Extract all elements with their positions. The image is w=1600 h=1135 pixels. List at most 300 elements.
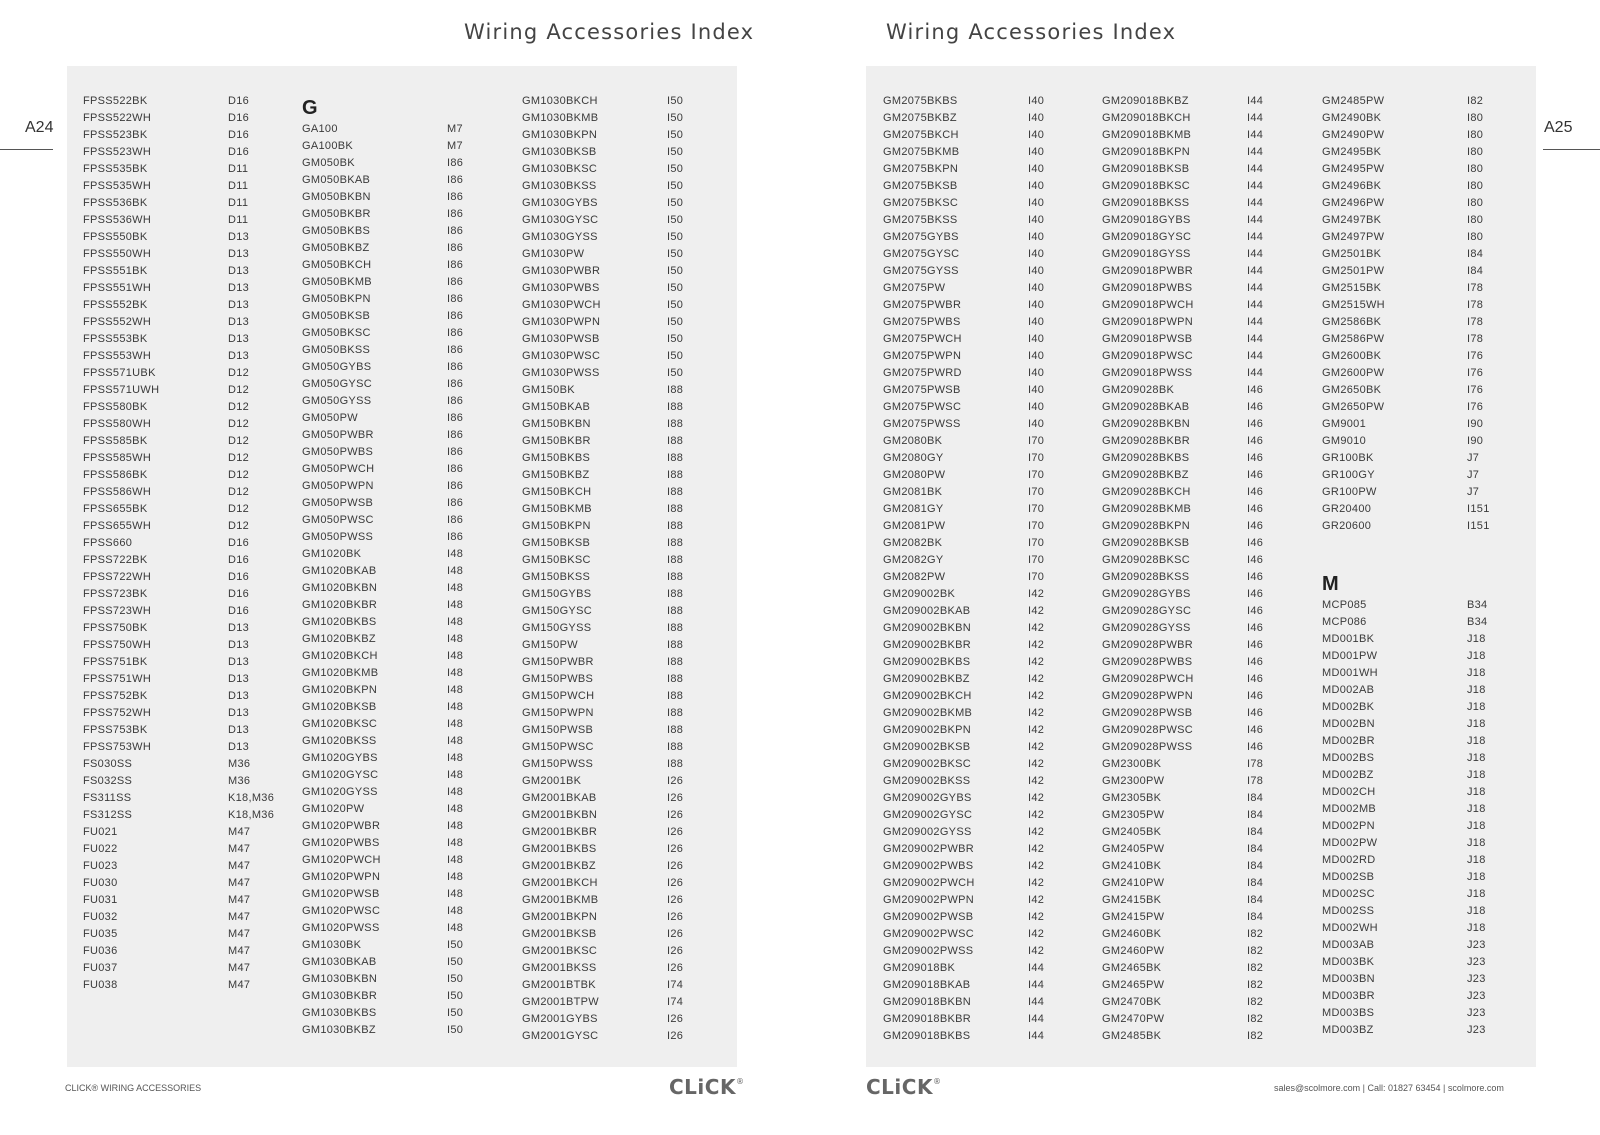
product-code: MD002BS	[1322, 752, 1375, 764]
product-code: GM209018PWSB	[1102, 333, 1193, 345]
index-entry	[1102, 246, 1302, 263]
product-code: GM209028BKBS	[1102, 452, 1190, 464]
page-reference: I78	[1247, 775, 1264, 787]
product-code: GM209028PWBR	[1102, 639, 1194, 651]
index-entry	[302, 767, 502, 784]
product-code: MD002MB	[1322, 803, 1377, 815]
page-reference: I42	[1028, 877, 1045, 889]
product-code: FU023	[83, 860, 118, 872]
product-code: GM2650BK	[1322, 384, 1382, 396]
page-reference: I46	[1247, 503, 1264, 515]
product-code: GR100BK	[1322, 452, 1374, 464]
page-reference: I42	[1028, 639, 1045, 651]
index-entry	[1322, 246, 1522, 263]
product-code: FPSS552WH	[83, 316, 152, 328]
index-entry	[302, 818, 502, 835]
product-code: GM2001GYBS	[522, 1013, 598, 1025]
page-reference: I80	[1467, 231, 1484, 243]
page-reference: I44	[1247, 282, 1264, 294]
page-reference: I26	[667, 809, 684, 821]
right-page-number-rule	[1543, 149, 1600, 150]
index-entry	[83, 416, 283, 433]
index-entry	[1102, 382, 1302, 399]
index-entry	[83, 501, 283, 518]
product-code: GM209002GYSS	[883, 826, 972, 838]
index-entry	[1102, 943, 1302, 960]
product-code: GM1020PWBS	[302, 837, 380, 849]
product-code: GM2001BKMB	[522, 894, 599, 906]
index-entry	[302, 903, 502, 920]
product-code: GM1020BKBR	[302, 599, 378, 611]
page-reference: I86	[447, 242, 464, 254]
page-reference: D11	[228, 180, 249, 192]
index-entry	[1322, 484, 1522, 501]
page-reference: I48	[447, 599, 464, 611]
index-entry	[1322, 314, 1522, 331]
page-reference: J23	[1467, 956, 1486, 968]
index-entry	[1322, 767, 1522, 784]
index-entry	[1102, 450, 1302, 467]
product-code: FPSS585BK	[83, 435, 148, 447]
page-reference: I40	[1028, 248, 1045, 260]
product-code: GM2075BKSC	[883, 197, 959, 209]
product-code: GM050BKCH	[302, 259, 372, 271]
page-reference: I82	[1247, 996, 1264, 1008]
index-entry	[883, 450, 1083, 467]
index-entry	[1322, 801, 1522, 818]
page-reference: I46	[1247, 401, 1264, 413]
index-entry	[883, 756, 1083, 773]
page-reference: I46	[1247, 452, 1264, 464]
page-reference: I48	[447, 684, 464, 696]
product-code: GM1020BKBZ	[302, 633, 376, 645]
product-code: GM1020PWSS	[302, 922, 380, 934]
page-reference: I78	[1467, 333, 1484, 345]
page-reference: I48	[447, 888, 464, 900]
index-entry	[302, 376, 502, 393]
right-page-title: Wiring Accessories Index	[886, 20, 1177, 44]
index-entry	[1102, 705, 1302, 722]
product-code: FPSS753BK	[83, 724, 148, 736]
product-code: GM2470PW	[1102, 1013, 1165, 1025]
product-code: GR100GY	[1322, 469, 1375, 481]
index-entry	[302, 716, 502, 733]
product-code: GM050PWPN	[302, 480, 374, 492]
index-entry	[1102, 161, 1302, 178]
product-code: MD002SS	[1322, 905, 1375, 917]
product-code: GM2001BTPW	[522, 996, 599, 1008]
product-code: GM2410BK	[1102, 860, 1162, 872]
product-code: GM209002GYBS	[883, 792, 972, 804]
product-code: MD002PN	[1322, 820, 1375, 832]
page-reference: I40	[1028, 95, 1045, 107]
product-code: MD003BN	[1322, 973, 1375, 985]
page-reference: I26	[667, 775, 684, 787]
index-entry	[302, 988, 502, 1005]
page-reference: D16	[228, 129, 250, 141]
page-reference: I42	[1028, 860, 1045, 872]
product-code: MD003BS	[1322, 1007, 1375, 1019]
index-entry	[1322, 988, 1522, 1005]
index-entry	[302, 529, 502, 546]
index-entry	[302, 920, 502, 937]
index-entry	[522, 348, 722, 365]
index-entry	[883, 297, 1083, 314]
right-index-column-1	[883, 93, 1083, 1045]
product-code: GM2410PW	[1102, 877, 1165, 889]
product-code: FPSS523WH	[83, 146, 152, 158]
page-reference: I84	[1247, 894, 1264, 906]
page-reference: I42	[1028, 911, 1045, 923]
page-reference: M47	[228, 979, 251, 991]
page-reference: I84	[1247, 877, 1264, 889]
product-code: GM209018BKBZ	[1102, 95, 1189, 107]
page-reference: I48	[447, 633, 464, 645]
product-code: GM1020PWSB	[302, 888, 380, 900]
page-reference: D11	[228, 163, 249, 175]
page-reference: I50	[667, 248, 684, 260]
index-entry	[1322, 416, 1522, 433]
index-entry	[883, 841, 1083, 858]
product-code: FS030SS	[83, 758, 133, 770]
page-reference: I86	[447, 463, 464, 475]
product-code: GM209028GYBS	[1102, 588, 1191, 600]
product-code: FPSS571UBK	[83, 367, 156, 379]
index-entry	[83, 127, 283, 144]
page-reference: I70	[1028, 503, 1045, 515]
index-entry	[1102, 807, 1302, 824]
index-entry	[883, 909, 1083, 926]
page-reference: I82	[1247, 962, 1264, 974]
page-reference: I50	[667, 333, 684, 345]
page-reference: I44	[1247, 180, 1264, 192]
product-code: GM2496PW	[1322, 197, 1385, 209]
product-code: GM1030PWSS	[522, 367, 600, 379]
page-reference: I42	[1028, 741, 1045, 753]
product-code: GM050PWCH	[302, 463, 375, 475]
page-reference: I50	[667, 214, 684, 226]
index-entry	[302, 189, 502, 206]
page-reference: D13	[228, 265, 250, 277]
product-code: FPSS585WH	[83, 452, 152, 464]
index-entry	[883, 722, 1083, 739]
product-code: GM209028GYSC	[1102, 605, 1192, 617]
page-reference: D13	[228, 622, 250, 634]
product-code: FPSS586BK	[83, 469, 148, 481]
product-code: FU031	[83, 894, 118, 906]
index-entry	[302, 308, 502, 325]
index-entry	[1322, 920, 1522, 937]
page-reference: J18	[1467, 667, 1486, 679]
product-code: GM150BKCH	[522, 486, 592, 498]
page-reference: I82	[1247, 1030, 1264, 1042]
index-entry	[522, 858, 722, 875]
index-entry	[883, 348, 1083, 365]
index-entry	[1102, 195, 1302, 212]
index-entry	[522, 246, 722, 263]
index-entry	[1102, 773, 1302, 790]
product-code: GM209018BK	[883, 962, 956, 974]
product-code: GM2075BKBS	[883, 95, 958, 107]
index-entry	[883, 926, 1083, 943]
index-entry	[522, 603, 722, 620]
page-reference: I40	[1028, 214, 1045, 226]
page-reference: I86	[447, 361, 464, 373]
index-entry	[83, 841, 283, 858]
index-entry	[302, 257, 502, 274]
index-entry	[522, 195, 722, 212]
index-entry	[522, 960, 722, 977]
page-reference: I42	[1028, 792, 1045, 804]
product-code: GM2485BK	[1102, 1030, 1162, 1042]
index-entry	[302, 937, 502, 954]
product-code: GM2075PWSC	[883, 401, 962, 413]
product-code: GM2501BK	[1322, 248, 1382, 260]
page-reference: I26	[667, 1030, 684, 1042]
index-entry	[1102, 756, 1302, 773]
index-entry	[1322, 835, 1522, 852]
page-reference: I46	[1247, 707, 1264, 719]
product-code: FU036	[83, 945, 118, 957]
page-reference: I50	[447, 1024, 464, 1036]
product-code: GM2080BK	[883, 435, 943, 447]
product-code: GM209018BKBS	[883, 1030, 971, 1042]
index-entry	[522, 399, 722, 416]
index-entry	[883, 892, 1083, 909]
index-entry	[83, 739, 283, 756]
index-entry	[302, 546, 502, 563]
page-reference: I70	[1028, 435, 1045, 447]
product-code: GM209018BKPN	[1102, 146, 1190, 158]
product-code: FPSS553WH	[83, 350, 152, 362]
page-reference: I42	[1028, 724, 1045, 736]
product-code: GM150BKSB	[522, 537, 591, 549]
left-index-column-2	[302, 93, 502, 1039]
page-reference: I44	[1247, 350, 1264, 362]
index-entry	[83, 654, 283, 671]
product-code: GM1020BKMB	[302, 667, 379, 679]
product-code: FPSS522BK	[83, 95, 148, 107]
product-code: GM209018BKCH	[1102, 112, 1191, 124]
page-reference: I86	[447, 412, 464, 424]
product-code: GM050BKBS	[302, 225, 371, 237]
product-code: GM1020BKPN	[302, 684, 378, 696]
page-reference: I70	[1028, 554, 1045, 566]
page-reference: I88	[667, 384, 684, 396]
product-code: GM209002BKSC	[883, 758, 971, 770]
product-code: GM2001BKCH	[522, 877, 598, 889]
index-entry	[302, 461, 502, 478]
index-entry	[83, 909, 283, 926]
product-code: GM2075PWBS	[883, 316, 961, 328]
product-code: FS312SS	[83, 809, 133, 821]
product-code: MD003BR	[1322, 990, 1375, 1002]
page-reference: I40	[1028, 265, 1045, 277]
page-reference: I84	[1247, 826, 1264, 838]
index-entry	[302, 648, 502, 665]
page-reference: D12	[228, 486, 250, 498]
index-entry	[1102, 93, 1302, 110]
product-code: GM1030BKBZ	[302, 1024, 376, 1036]
page-reference: J23	[1467, 1007, 1486, 1019]
product-code: GM209018BKAB	[883, 979, 971, 991]
page-reference: J18	[1467, 837, 1486, 849]
page-reference: I42	[1028, 945, 1045, 957]
page-reference: J18	[1467, 820, 1486, 832]
product-code: GM2460PW	[1102, 945, 1165, 957]
product-code: GM209028BKBN	[1102, 418, 1190, 430]
page-reference: D12	[228, 367, 250, 379]
page-reference: I42	[1028, 673, 1045, 685]
product-code: GM050BK	[302, 157, 355, 169]
product-code: FPSS523BK	[83, 129, 148, 141]
product-code: GM209028PWBS	[1102, 656, 1193, 668]
index-entry	[1102, 178, 1302, 195]
page-reference: J18	[1467, 735, 1486, 747]
page-reference: I50	[447, 939, 464, 951]
product-code: GM1020BKCH	[302, 650, 378, 662]
index-entry	[83, 212, 283, 229]
product-code: GM209018BKSC	[1102, 180, 1190, 192]
page-reference: I80	[1467, 163, 1484, 175]
product-code: GM2300BK	[1102, 758, 1162, 770]
product-code: GM2075BKSB	[883, 180, 958, 192]
index-entry	[302, 206, 502, 223]
product-code: GM2001BTBK	[522, 979, 596, 991]
index-entry	[883, 1028, 1083, 1045]
page-reference: I88	[667, 503, 684, 515]
index-entry	[83, 263, 283, 280]
page-reference: I40	[1028, 316, 1045, 328]
index-entry	[522, 977, 722, 994]
index-entry	[883, 569, 1083, 586]
page-reference: I50	[667, 163, 684, 175]
page-reference: D13	[228, 350, 250, 362]
index-entry	[883, 552, 1083, 569]
index-entry	[1102, 365, 1302, 382]
page-reference: D13	[228, 673, 250, 685]
page-reference: I48	[447, 854, 464, 866]
product-code: GM2001BKBS	[522, 843, 597, 855]
index-entry	[83, 569, 283, 586]
product-code: GM150BKBS	[522, 452, 591, 464]
index-entry	[1322, 818, 1522, 835]
index-entry	[1322, 682, 1522, 699]
page-reference: I74	[667, 996, 684, 1008]
index-entry	[83, 331, 283, 348]
product-code: GM2001BKBR	[522, 826, 598, 838]
page-reference: I86	[447, 191, 464, 203]
product-code: GM1030BKSC	[522, 163, 598, 175]
page-reference: D16	[228, 588, 250, 600]
index-entry	[1322, 280, 1522, 297]
page-reference: I88	[667, 418, 684, 430]
page-reference: I44	[1028, 1013, 1045, 1025]
product-code: GM1020PWCH	[302, 854, 381, 866]
product-code: GM1020PW	[302, 803, 365, 815]
index-entry	[1322, 665, 1522, 682]
index-entry	[302, 393, 502, 410]
index-entry	[302, 886, 502, 903]
index-entry	[1322, 733, 1522, 750]
page-reference: I42	[1028, 690, 1045, 702]
index-entry	[883, 484, 1083, 501]
index-entry	[522, 620, 722, 637]
left-page-title: Wiring Accessories Index	[464, 20, 755, 44]
index-entry	[883, 654, 1083, 671]
page-reference: D13	[228, 333, 250, 345]
page-reference: M7	[447, 140, 463, 152]
product-code: FU032	[83, 911, 118, 923]
page-reference: J18	[1467, 633, 1486, 645]
product-code: GM2081PW	[883, 520, 946, 532]
product-code: GR20600	[1322, 520, 1372, 532]
index-section-letter: G	[302, 97, 318, 119]
index-entry	[1322, 716, 1522, 733]
index-entry	[522, 297, 722, 314]
index-entry	[302, 240, 502, 257]
product-code: GM150PWSS	[522, 758, 594, 770]
index-entry	[883, 620, 1083, 637]
product-code: GM209028BKCH	[1102, 486, 1191, 498]
index-entry	[83, 552, 283, 569]
index-entry	[883, 1011, 1083, 1028]
page-reference: D13	[228, 724, 250, 736]
index-entry	[1322, 110, 1522, 127]
page-reference: J18	[1467, 922, 1486, 934]
index-entry	[522, 569, 722, 586]
page-reference: I88	[667, 724, 684, 736]
page-reference: I84	[1247, 809, 1264, 821]
index-entry	[302, 563, 502, 580]
index-entry	[83, 365, 283, 382]
page-reference: I84	[1247, 911, 1264, 923]
product-code: GM050BKBN	[302, 191, 371, 203]
page-reference: I26	[667, 860, 684, 872]
product-code: GM150BKBZ	[522, 469, 590, 481]
page-reference: I90	[1467, 435, 1484, 447]
product-code: GM1020BKSC	[302, 718, 378, 730]
page-reference: I46	[1247, 588, 1264, 600]
index-entry	[1102, 127, 1302, 144]
product-code: GM050GYBS	[302, 361, 372, 373]
click-logo-left: CLiCK®	[669, 1075, 745, 1099]
index-entry	[522, 705, 722, 722]
index-entry	[1322, 161, 1522, 178]
page-reference: I76	[1467, 367, 1484, 379]
index-entry	[1102, 620, 1302, 637]
page-reference: I86	[447, 480, 464, 492]
product-code: GM1020PWPN	[302, 871, 381, 883]
product-code: GM2075BKBZ	[883, 112, 957, 124]
index-entry	[522, 909, 722, 926]
index-entry	[302, 614, 502, 631]
product-code: FPSS655BK	[83, 503, 148, 515]
product-code: FPSS550BK	[83, 231, 148, 243]
product-code: MD002BK	[1322, 701, 1375, 713]
index-entry	[83, 399, 283, 416]
index-entry	[1322, 614, 1522, 631]
index-entry	[1322, 518, 1522, 535]
page-reference: D12	[228, 452, 250, 464]
index-entry	[83, 178, 283, 195]
page-reference: I70	[1028, 520, 1045, 532]
page-reference: I26	[667, 945, 684, 957]
page-reference: I76	[1467, 384, 1484, 396]
page-reference: I48	[447, 905, 464, 917]
product-code: GM209018GYSC	[1102, 231, 1192, 243]
index-entry	[883, 331, 1083, 348]
